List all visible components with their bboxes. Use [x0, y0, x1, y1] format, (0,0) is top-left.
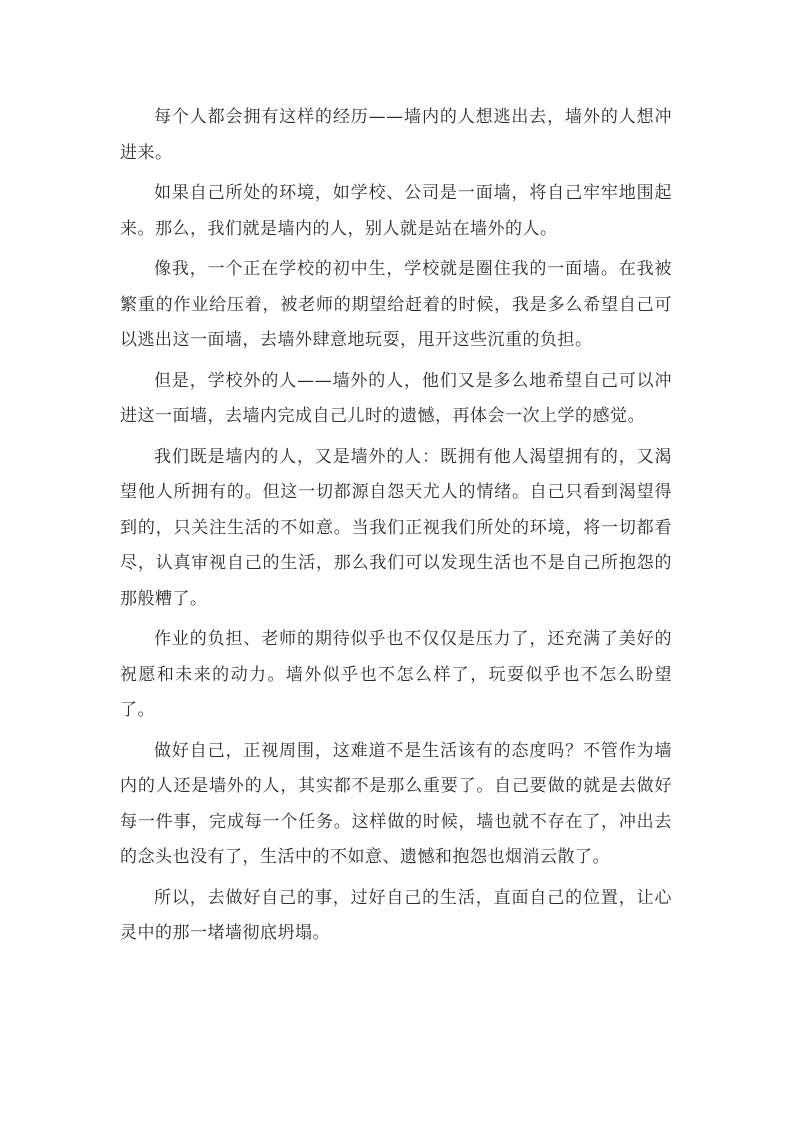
paragraph-3: 像我，一个正在学校的初中生，学校就是圈住我的一面墙。在我被繁重的作业给压着，被老师的期望给赶着的时候，我是多么希望自己可以逃出这一面墙，去墙外肆意地玩耍，甩开这些沉重的负担。 [120, 259, 672, 350]
paragraph-7: 做好自己，正视周围，这难道不是生活该有的态度吗？不管作为墙内的人还是墙外的人，其实都不是那么重要了。自己要做的就是去做好每一件事，完成每一个任务。这样做的时候，墙也就不存在了，冲出去的念头也没有了，生活中的不如意、遗憾和抱怨也烟消云散了。 [120, 740, 672, 867]
paragraph-4: 但是，学校外的人——墙外的人，他们又是多么地希望自己可以冲进这一面墙，去墙内完成自己儿时的遗憾，再体会一次上学的感觉。 [120, 370, 672, 426]
paragraph-2: 如果自己所处的环境，如学校、公司是一面墙，将自己牢牢地围起来。那么，我们就是墙内的人，别人就是站在墙外的人。 [120, 183, 672, 239]
paragraph-1: 每个人都会拥有这样的经历——墙内的人想逃出去，墙外的人想冲进来。 [120, 107, 672, 163]
paragraph-8: 所以，去做好自己的事，过好自己的生活，直面自己的位置，让心灵中的那一堵墙彻底坍塌。 [120, 887, 672, 943]
paragraph-5: 我们既是墙内的人，又是墙外的人：既拥有他人渴望拥有的，又渴望他人所拥有的。但这一切都源自怨天尤人的情绪。自己只看到渴望得到的，只关注生活的不如意。当我们正视我们所处的环境，将一切都看尽，认真审视自己的生活，那么我们可以发现生活也不是自己所抱怨的那般糟了。 [120, 446, 672, 609]
paragraph-6: 作业的负担、老师的期待似乎也不仅仅是压力了，还充满了美好的祝愿和未来的动力。墙外似乎也不怎么样了，玩耍似乎也不怎么盼望了。 [120, 629, 672, 720]
document-body [120, 100, 672, 957]
